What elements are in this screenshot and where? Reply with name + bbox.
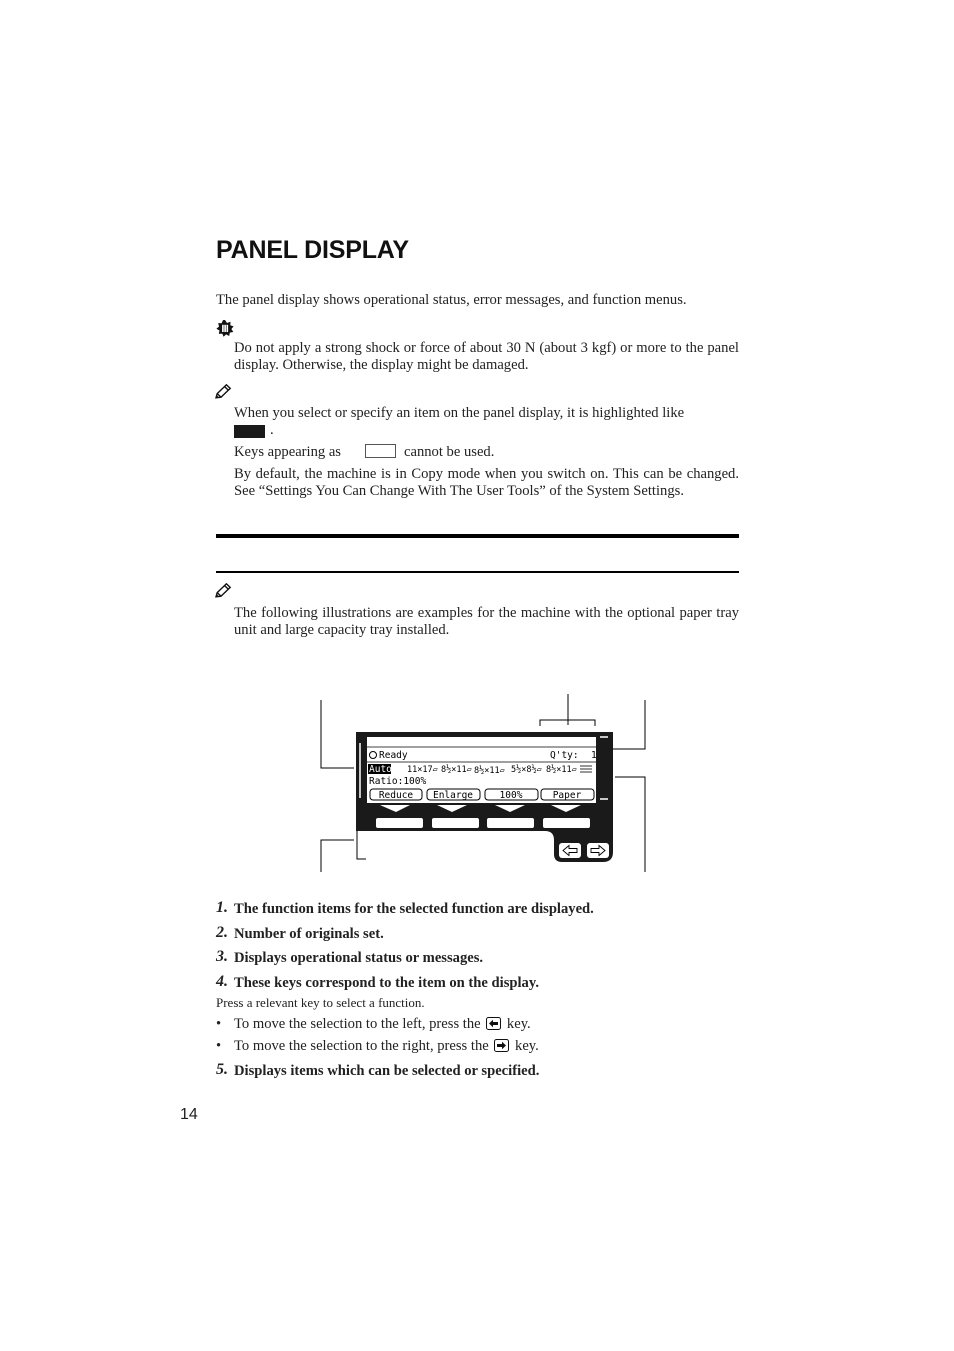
panel-display-illustration [310, 688, 655, 878]
item-text-5: Displays items which can be selected or specified. [234, 1063, 540, 1079]
selection-key-2 [432, 818, 479, 828]
panel-func-100: 100% [499, 790, 523, 801]
panel-auto: Auto [369, 764, 392, 775]
item-text-3: Displays operational status or messages. [234, 950, 484, 966]
note-highlight-text: When you select or specify an item on the panel display, it is highlighted like [234, 405, 685, 421]
panel-paper-1: 11×17▱ [407, 765, 438, 775]
panel-func-reduce: Reduce [378, 790, 414, 801]
note-copy-mode: By default, the machine is in Copy mode when you switch on. This can be changed. See “Settings You Can Change With The User Tools” of the System Settings. [234, 466, 739, 499]
left-arrow-key-icon [486, 1017, 501, 1035]
item-text-4: These keys correspond to the item on the display. [234, 975, 539, 991]
right-arrow-key-icon [587, 843, 609, 858]
bullet-right-before: To move the selection to the right, press the [234, 1038, 489, 1054]
selection-key-1 [376, 818, 423, 828]
bullet-left [234, 1016, 531, 1035]
panel-qty-value: 1 [591, 750, 597, 761]
panel-paper-5: 8½×11▱ [546, 765, 577, 775]
important-text: Do not apply a strong shock or force of about 30 N (about 3 kgf) or more to the panel display. Otherwise, the display might be damaged. [234, 340, 739, 373]
panel-func-enlarge: Enlarge [432, 790, 474, 801]
intro-text: The panel display shows operational status, error messages, and function menus. [216, 292, 687, 308]
page-number: 14 [180, 1106, 198, 1123]
panel-status: Ready [379, 750, 408, 761]
item-number-5: 5. [216, 1061, 228, 1078]
right-arrow-key-icon [494, 1039, 509, 1057]
bullet-dot: • [216, 1016, 222, 1032]
highlighted-key-sample [234, 425, 265, 438]
item-text-1: The function items for the selected function are displayed. [234, 901, 594, 917]
panel-paper-3: 8½×11▱ [474, 766, 505, 776]
pencil-note-icon [215, 583, 232, 598]
disabled-key-sample [365, 444, 396, 458]
panel-paper-2: 8½×11▱ [441, 765, 472, 775]
panel-qty-label: Q'ty: [550, 750, 579, 761]
item-number-2: 2. [216, 924, 228, 941]
note-highlight-end: . [270, 422, 274, 438]
bullet-left-before: To move the selection to the left, press the [234, 1016, 481, 1032]
item-number-4: 4. [216, 973, 228, 990]
panel-ratio: Ratio:100% [369, 776, 427, 787]
panel-func-paper: Paper [552, 790, 582, 801]
bullet-dot: • [216, 1038, 222, 1054]
selection-key-4 [543, 818, 590, 828]
section-rule-thin [216, 571, 739, 573]
item-number-1: 1. [216, 899, 228, 916]
page-title: PANEL DISPLAY [216, 236, 409, 264]
note-disabled-after: cannot be used. [404, 444, 495, 460]
panel-paper-4: 5½×8½▱ [511, 765, 542, 775]
important-icon [216, 320, 234, 337]
note-illustration: The following illustrations are examples for the machine with the optional paper tray unit and large capacity tray installed. [234, 605, 739, 638]
item-4-sub: Press a relevant key to select a function. [216, 995, 425, 1010]
item-number-3: 3. [216, 948, 228, 965]
note-disabled-before: Keys appearing as [234, 444, 341, 460]
item-text-2: Number of originals set. [234, 926, 384, 942]
section-rule-thick [216, 534, 739, 538]
pencil-note-icon [215, 384, 232, 399]
left-arrow-key-icon [559, 843, 581, 858]
bullet-right [234, 1038, 539, 1057]
bullet-right-after: key. [515, 1038, 539, 1054]
selection-key-3 [487, 818, 534, 828]
bullet-left-after: key. [506, 1016, 531, 1032]
